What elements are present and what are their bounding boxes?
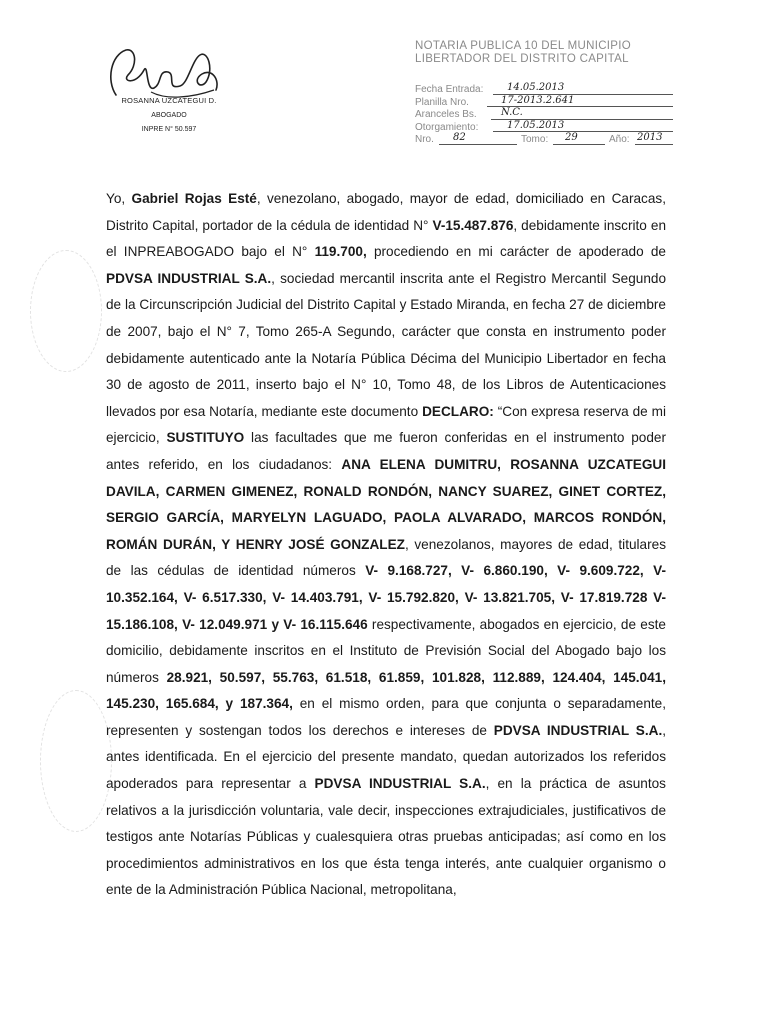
notary-fields (415, 84, 677, 147)
body-text: , venezolano, abogado, mayor de edad, domiciliado en Caracas, Distrito Capital, portador de la cédula de identidad N° (106, 191, 666, 233)
notary-title-line2: LIBERTADOR DEL DISTRITO CAPITAL (415, 53, 629, 65)
declarant-name: Gabriel Rojas Esté (131, 191, 257, 206)
body-text: , venezolanos, mayores de edad, titulares de las cédulas de identidad números (106, 536, 666, 579)
margin-stamp-bottom (40, 690, 112, 832)
document-body (106, 186, 666, 904)
nro-label: Nro. (415, 134, 434, 145)
signer-name: ROSANNA UZCATEGUI D. (121, 96, 217, 105)
signer-role: ABOGADO (151, 112, 187, 119)
body-text: , debidamente inscrito en el INPREABOGADO bajo el N° (106, 217, 667, 260)
tomo-line (553, 144, 605, 145)
anio-label: Año: (609, 134, 630, 145)
aranceles-value: N.C. (501, 107, 523, 118)
planilla-label: Planilla Nro. (415, 96, 469, 108)
nro-tomo-anio-row (415, 134, 677, 147)
body-text: las facultades que me fueron conferidas en el instrumento poder antes referido, en los ciudadanos: (106, 430, 666, 472)
body-text: en el mismo orden, para que conjunta o separadamente, representen y sostengan todos los derechos e intereses de (106, 696, 666, 738)
declaro-keyword: DECLARO: (422, 403, 494, 419)
body-text: procediendo en mi carácter de apoderado de (366, 244, 666, 260)
company-name: PDVSA INDUSTRIAL S.A. (106, 270, 272, 286)
ipsa-numbers: 28.921, 50.597, 55.763, 61.518, 61.859, 101.828, 112.889, 124.404, 145.041, 145.230, 165.684, y 187.364, (106, 669, 666, 712)
body-text: Yo, (106, 191, 132, 206)
body-text: , antes identificada. En el ejercicio del presente mandato, quedan autorizados los referidos apoderados para representar a (106, 722, 667, 792)
inpre-number: 119.700, (314, 244, 367, 260)
signer-inpre: INPRE N° 50.597 (141, 126, 197, 133)
fecha-entrada-label: Fecha Entrada: (415, 84, 484, 95)
otorgamiento-value: 17.05.2013 (507, 119, 565, 131)
body-text: , en la práctica de asuntos relativos a la jurisdicción voluntaria, vale decir, inspecciones extrajudiciales, justificativos de testigos ante Notarías Públicas y cualesquiera otras pruebas anticipadas; así como en los procedimientos administrativos en los que ésta tenga interés, ante cualquier organismo o ente de la Administración Pública Nacional, metropolitana, (106, 776, 666, 898)
planilla-value: 17-2013.2.641 (501, 94, 575, 106)
anio-value: 2013 (637, 132, 663, 143)
company-name: PDVSA INDUSTRIAL S.A. (314, 776, 486, 792)
aranceles-label: Aranceles Bs. (415, 109, 477, 120)
sustituyo-keyword: SUSTITUYO (166, 430, 245, 446)
declarant-id: V-15.487.876 (432, 217, 514, 233)
margin-stamp-top (30, 250, 102, 372)
nro-value: 82 (453, 132, 466, 143)
otorgamiento-label: Otorgamiento: (415, 121, 479, 133)
company-name: PDVSA INDUSTRIAL S.A. (493, 722, 663, 738)
notary-title-line1: NOTARIA PUBLICA 10 DEL MUNICIPIO (415, 40, 632, 52)
planilla-row (415, 94, 677, 110)
tomo-value: 29 (565, 132, 578, 143)
attorney-names: ANA ELENA DUMITRU, ROSANNA UZCATEGUI DAVILA, CARMEN GIMENEZ, RONALD RONDÓN, NANCY SUAREZ, GINET CORTEZ, SERGIO GARCÍA, MARYELYN LAGUADO, PAOLA ALVARADO, MARCOS RONDÓN, ROMÁN DURÁN, Y HENRY JOSÉ GONZALEZ (106, 456, 666, 552)
id-numbers: V- 9.168.727, V- 6.860.190, V- 9.609.722, V- 10.352.164, V- 6.517.330, V- 14.403.791, V- 15.792.820, V- 13.821.705, V- 17.819.728 V- 15.186.108, V- 12.049.971 y V- 16.115.646 (106, 563, 666, 632)
fecha-entrada-value: 14.05.2013 (507, 82, 565, 93)
tomo-label: Tomo: (521, 134, 549, 145)
notary-title (415, 40, 680, 66)
body-text: , sociedad mercantil inscrita ante el Registro Mercantil Segundo de la Circunscripción Judicial del Distrito Capital y Estado Miranda, en fecha 27 de diciembre de 2007, bajo el N° 7, Tomo 265-A Segundo, carácter que consta en instrumento poder debidamente autenticado ante la Notaría Pública Décima del Municipio Libertador en fecha 30 de agosto de 2011, inserto bajo el N° 10, Tomo 48, de los Libros de Autenticaciones llevados por esa Notaría, mediante este documento (106, 270, 667, 419)
body-text: respectivamente, abogados en ejercicio, de este domicilio, debidamente inscritos en el Instituto de Previsión Social del Abogado bajo los números (106, 616, 666, 685)
body-text: “Con expresa reserva de mi ejercicio, (106, 403, 666, 446)
nro-line (439, 144, 517, 145)
